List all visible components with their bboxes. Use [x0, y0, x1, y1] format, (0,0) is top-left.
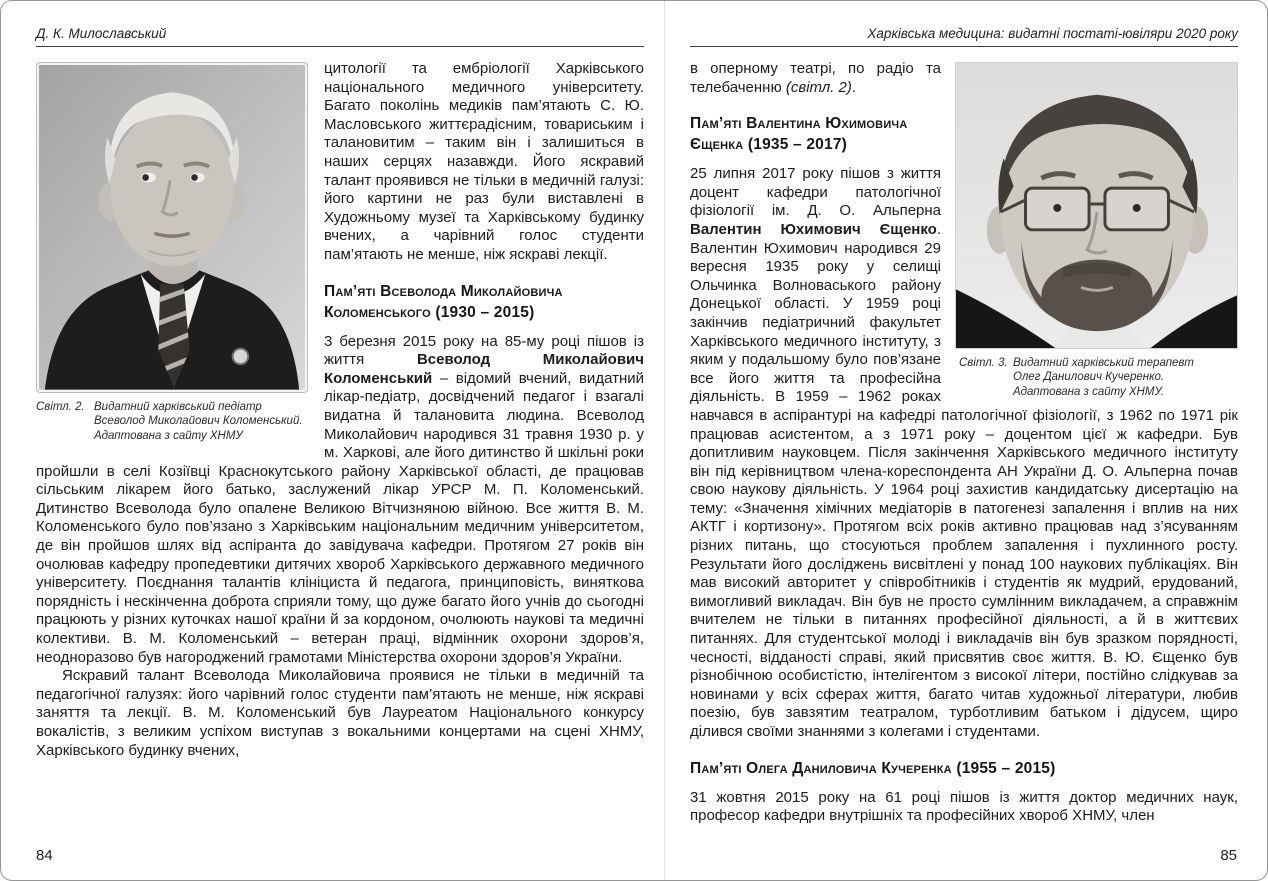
portrait-photo-kucherenko	[955, 62, 1238, 349]
page-left	[36, 1, 644, 760]
memorial-heading-kucherenko: Пам’яті Олега Даниловича Кучеренка (1955 – 2015)	[690, 759, 1056, 777]
caption-label: Світл. 3.	[959, 356, 1008, 369]
memorial-heading-yeshchenko: Пам’яті Валентина Юхимовича Єщенка (1935 – 2017)	[690, 115, 908, 154]
deceased-name-bold: Всеволод Миколайович Коломенський	[324, 351, 644, 387]
portrait-photo-kolomensky-image	[39, 65, 305, 390]
continuation-paragraph: в оперному театрі, по радіо та телебаченню (світл. 2).	[690, 60, 941, 96]
running-header-right: Харківська медицина: видатні постаті-ювіляри 2020 року	[690, 1, 1238, 47]
page-left-body	[36, 60, 644, 760]
figure-kucherenko	[955, 62, 1238, 399]
closing-paragraph: Яскравий талант Всеволода Миколайовича проявися не тільки в медичній та педагогічної галузях: його чарівний голос студенти пам’ятають не менше, ніж яскраві заняття та лекції. В. М. Коломенський був Лауреатом Національного конкурсу вокалістів, з великим успіхом виступав з вокальними концертами на сцені ХНМУ, Харківського будинку вчених,	[36, 667, 644, 759]
figure-reference: (світл. 2)	[785, 78, 852, 96]
portrait-photo-kolomensky	[36, 62, 308, 393]
obituary-yeshchenko: 25 липня 2017 року пішов з життя доцент кафедри патологічної фізіології ім. Д. О. Альперна Валентин Юхимович Єщенко. Валентин Юхимович народився 29 вересня 1935 року у селищі Ольчинка Волноваського району Донецької області. У 1959 році закінчив педіатричний факультет Харківського медичного інституту, з яким у подальшому було пов’язане все його життя та професійна діяльність. В 1959 – 1962 роках навчався в аспірантурі на кафедрі патологічної фізіології, з 1962 по 1971 рік працював асистентом, а з 1971 року – доцентом цієї ж кафедри. Був допитливим науковцем. Після закінчення Харківського медичного інституту він під керівництвом члена-кореспондента АН України Д. О. Альперна почав свою наукову діяльність. У 1964 році захистив кандидатську дисертацію на тему: «Значення хімічних медіаторів в патогенезі запалення і вплив на них АКТГ і кортизону». Протягом всіх років активно працював над з’ясуванням різних питань, що стосуються проблем запалення і пухлинного росту. Результати його досліджень висвітлені у понад 100 наукових публікаціях. Він мав високий авторитет у співробітників і студентів як мудрий, ерудований, вимогливий викладач. Він був не просто сумлінним викладачем, а справжнім вчителем не тільки в питаннях професійної діяльності, а й в життєвих питаннях. Для студентської молоді і викладачів він був зразком порядності, чесності, відданості справі, який присвятив своє життя. В. Ю. Єщенко був різнобічною особистістю, інтелігентом з високої літери, постійно слідкував за новинами у всіх сферах життя, багато читав художньої літератури, любив поезію, був завзятим театралом, турботливим батьком і дідусем, щиро ділився своїми знаннями з колегами і студентами.	[690, 165, 1238, 740]
page-number-left: 84	[36, 847, 53, 864]
intro-paragraph: цитології та ембріології Харківського національного медичного університету. Багато поколінь медиків пам’ятають С. Ю. Масловського життєрадісним, товариським і талановитим – таким він і залишиться в наших серцях назавжди. Його яскравий талант проявився не тільки в медичній галузі: його картини не раз були виставлені в Художньому музеї та Харківському будинку вчених, а чарівний голос студенти пам’ятають не менше, ніж яскраві лекції.	[324, 60, 644, 263]
figure-caption-kolomensky	[36, 400, 308, 444]
page-number-right: 85	[1220, 847, 1237, 864]
obituary-kucherenko: 31 жовтня 2015 року на 61 році пішов із життя доктор медичних наук, професор кафедри внутрішніх та професійних хвороб ХНМУ, член	[690, 788, 1238, 825]
obituary-kolomensky: 3 березня 2015 року на 85-му році пішов із життя Всеволод Миколайович Коломенський – відомий вчений, видатний лікар-педіатр, досвідчений педагог і взагалі видатна й талановита людина. Всеволод Миколайович народився 31 травня 1930 р. у м. Харкові, але його дитинство й шкільні роки пройшли в селі Козіївці Краснокутського району Харківської області, де працював сільським лікарем його батько, заслужений лікар УРСР М. П. Коломенський. Дитинство Всеволода було опалене Великою Вітчизняною війною. Все життя В. М. Коломенського було пов’язано з Харківським національним медичним університетом, де він пройшов шлях від аспіранта до завідувача кафедри. Протягом 27 років він очолював кафедру пропедевтики дитячих хвороб Харківського державного медичного університету. Поєднання талантів клініциста й педагога, принциповість, виняткова порядність і нескінченна доброта сприяли тому, що дуже багато його учнів до сьогодні працюють у різних куточках нашої країни й за кордоном, очолюють наукові та медичні колективи. В. М. Коломенський – ветеран праці, відмінник охорони здоров’я, неодноразово був нагороджений грамотами Міністерства охорони здоров’я України.	[36, 332, 644, 666]
running-header-left: Д. К. Милославський	[36, 1, 644, 47]
caption-text: Видатний харківський педіатр Всеволод Миколайович Коломенський. Адаптована з сайту ХНМУ	[94, 400, 303, 442]
page-right-body	[690, 60, 1238, 826]
memorial-heading-kolomensky: Пам’яті Всеволода Миколайовича Коломенського (1930 – 2015)	[324, 282, 563, 321]
page-gutter-divider	[664, 1, 665, 880]
caption-text: Видатний харківський терапевт Олег Данилович Кучеренко. Адаптована з сайту ХНМУ.	[1013, 356, 1194, 398]
caption-label: Світл. 2.	[36, 400, 85, 413]
figure-kolomensky	[36, 62, 308, 443]
page-right	[690, 1, 1238, 826]
figure-caption-kucherenko	[955, 356, 1238, 400]
portrait-photo-kucherenko-image	[956, 63, 1237, 348]
deceased-name-bold: Валентин Юхимович Єщенко	[690, 220, 937, 238]
